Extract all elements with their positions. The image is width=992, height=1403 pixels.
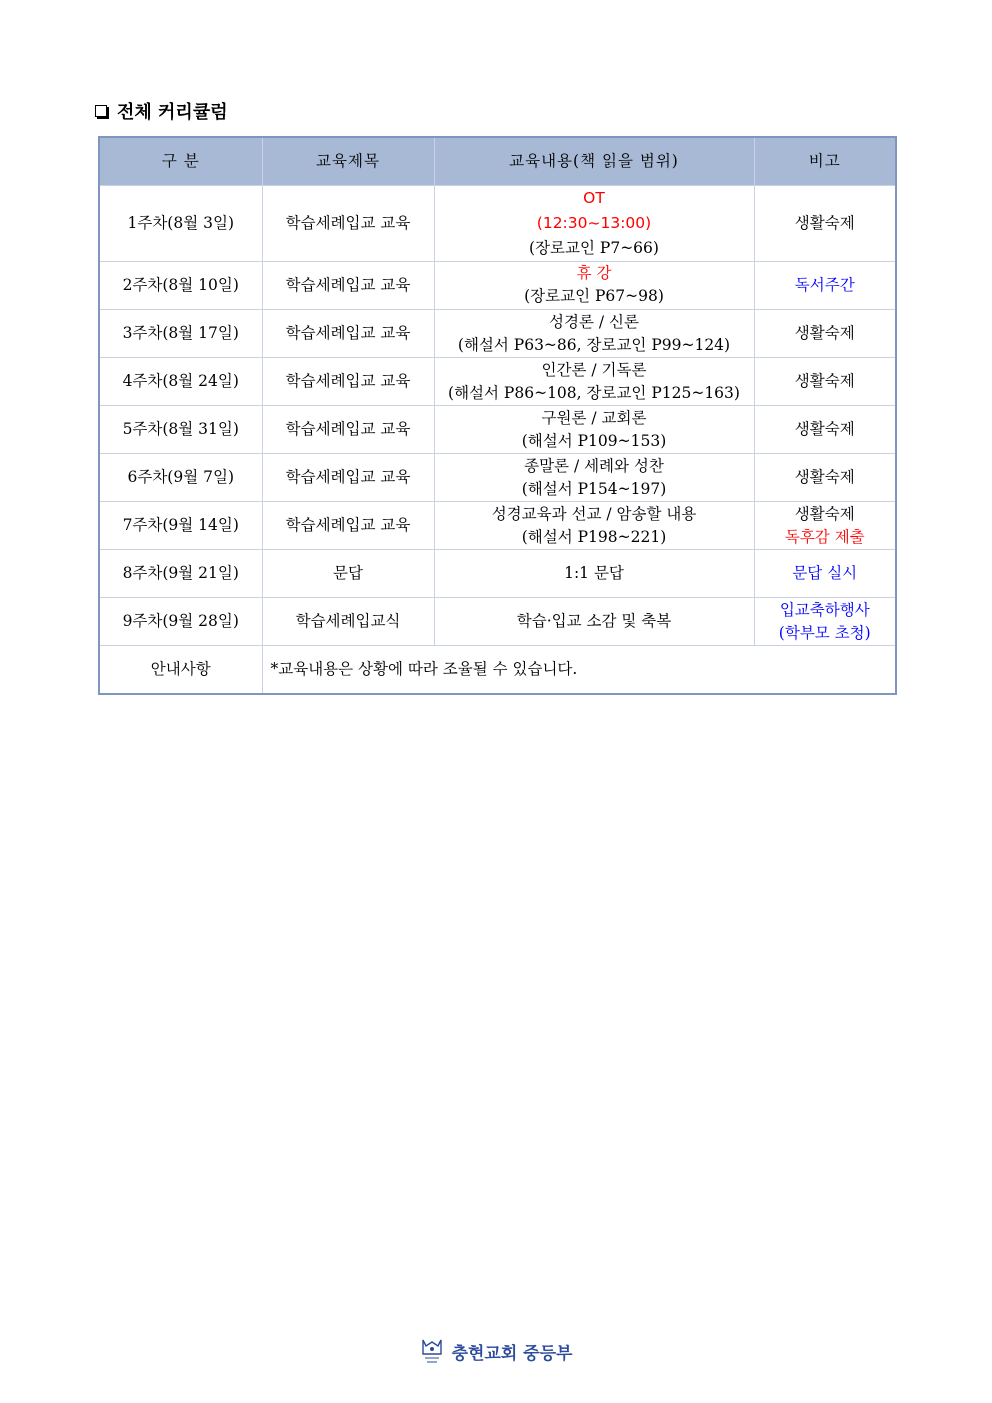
section-title-text: 전체 커리큘럼 — [117, 102, 228, 123]
week-cell: 8주차(9월 21일) — [99, 550, 262, 598]
content-cell — [434, 186, 754, 262]
table-row — [99, 454, 896, 502]
footer-text: 충현교회 중등부 — [451, 1343, 573, 1364]
week-cell: 2주차(8월 10일) — [99, 262, 262, 310]
content-line: 성경교육과 선교 / 암송할 내용 — [491, 504, 697, 523]
note-cell: 문답 실시 — [754, 550, 896, 598]
note-cell: 생활숙제 — [754, 186, 896, 262]
header-note: 비고 — [754, 137, 896, 186]
table-row — [99, 310, 896, 358]
table-row — [99, 598, 896, 646]
content-cell — [434, 358, 754, 406]
week-cell: 9주차(9월 28일) — [99, 598, 262, 646]
week-cell: 6주차(9월 7일) — [99, 454, 262, 502]
title-cell: 학습세례입교 교육 — [262, 358, 434, 406]
content-line: 인간론 / 기독론 — [541, 360, 647, 379]
content-line: (해설서 P198~221) — [521, 527, 667, 546]
table-header-row — [99, 137, 896, 186]
table-row — [99, 502, 896, 550]
title-cell: 학습세례입교 교육 — [262, 502, 434, 550]
content-line: (장로교인 P67~98) — [524, 287, 664, 305]
table-row — [99, 186, 896, 262]
content-line: OT — [583, 189, 605, 207]
table-row — [99, 262, 896, 310]
note-line: 생활숙제 — [794, 504, 855, 523]
week-cell: 5주차(8월 31일) — [99, 406, 262, 454]
header-content: 교육내용(책 읽을 범위) — [434, 137, 754, 186]
table-row — [99, 358, 896, 406]
content-cell — [434, 310, 754, 358]
title-cell: 학습세례입교 교육 — [262, 310, 434, 358]
note-cell: 생활숙제 — [754, 310, 896, 358]
note-cell — [754, 598, 896, 646]
content-cell: 1:1 문답 — [434, 550, 754, 598]
content-line: 종말론 / 세례와 성찬 — [524, 456, 664, 475]
content-cell — [434, 262, 754, 310]
content-cell — [434, 454, 754, 502]
footer — [0, 1336, 992, 1366]
week-cell: 3주차(8월 17일) — [99, 310, 262, 358]
notice-label: 안내사항 — [99, 646, 262, 695]
header-category: 구 분 — [99, 137, 262, 186]
notice-row — [99, 646, 896, 695]
note-cell: 생활숙제 — [754, 358, 896, 406]
week-cell: 1주차(8월 3일) — [99, 186, 262, 262]
title-cell: 학습세례입교식 — [262, 598, 434, 646]
title-cell: 학습세례입교 교육 — [262, 262, 434, 310]
title-cell: 학습세례입교 교육 — [262, 454, 434, 502]
content-cell: 학습·입교 소감 및 축복 — [434, 598, 754, 646]
title-cell: 학습세례입교 교육 — [262, 406, 434, 454]
note-line: 독후감 제출 — [784, 527, 865, 546]
church-logo-icon — [420, 1336, 444, 1366]
header-title: 교육제목 — [262, 137, 434, 186]
content-cell — [434, 406, 754, 454]
content-line: (해설서 P86~108, 장로교인 P125~163) — [448, 383, 740, 402]
content-line: (해설서 P154~197) — [521, 479, 667, 498]
curriculum-table — [98, 136, 897, 695]
note-cell: 생활숙제 — [754, 406, 896, 454]
content-line: (해설서 P109~153) — [521, 431, 667, 450]
content-line: 성경론 / 신론 — [549, 312, 639, 331]
content-line: (장로교인 P7~66) — [529, 239, 659, 257]
note-cell: 생활숙제 — [754, 454, 896, 502]
notice-text: *교육내용은 상황에 따라 조율될 수 있습니다. — [262, 646, 896, 695]
note-line: 입교축하행사 — [779, 600, 870, 619]
content-line: (해설서 P63~86, 장로교인 P99~124) — [457, 335, 731, 354]
table-row — [99, 406, 896, 454]
content-cell — [434, 502, 754, 550]
note-cell: 독서주간 — [754, 262, 896, 310]
section-title — [95, 98, 228, 124]
title-cell: 학습세례입교 교육 — [262, 186, 434, 262]
content-line: 구원론 / 교회론 — [541, 408, 647, 427]
title-cell: 문답 — [262, 550, 434, 598]
note-cell — [754, 502, 896, 550]
week-cell: 4주차(8월 24일) — [99, 358, 262, 406]
week-cell: 7주차(9월 14일) — [99, 502, 262, 550]
table-row — [99, 550, 896, 598]
note-line: (학부모 초청) — [778, 623, 871, 642]
checkbox-bullet-icon — [95, 105, 107, 117]
content-line: (12:30~13:00) — [536, 214, 652, 232]
content-line: 휴 강 — [576, 264, 612, 282]
